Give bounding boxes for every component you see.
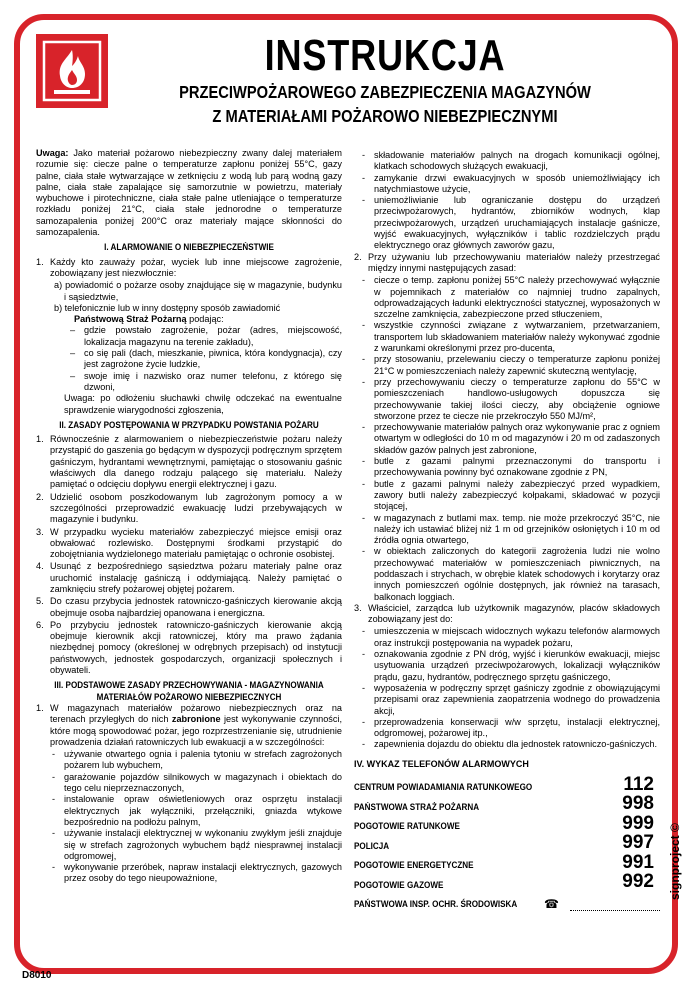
section-4-title: IV. WYKAZ TELEFONÓW ALARMOWYCH <box>354 758 529 769</box>
phone-row: POGOTOWIE GAZOWE 992 <box>354 871 654 893</box>
list-item: - zamykanie drzwi ewakuacyjnych w sposób uniemożliwiający ich natychmiastowe użycie, <box>362 172 660 194</box>
list-item: - przeprowadzenia konserwacji w/w sprzętu, instalacji elektrycznej, odgromowej, pożarowej itp., <box>362 716 660 739</box>
list-item: 5. Do czasu przybycia jednostek ratowniczo-gaśniczych kierowanie akcją obejmuje osoba najbardziej opanowana i energiczna. <box>36 596 342 618</box>
list-item: - wyposażenia w podręczny sprzęt gaśniczy zgodnie z obowiązującymi przepisami oraz zapewnienia zaopatrzenia wodnego do prowadzenia akcji, <box>362 682 660 716</box>
list-item: - przy przechowywaniu cieczy o temperaturze zapłonu do 55°C w pomieszczeniach handlowo-usługowych dopuszcza się przechowywanie takiej ilości cieczy, aby obciążenie ogniowe stworzone przez te ciecze nie przekroczyło 550 MJ/m², <box>362 376 660 421</box>
list-item: 1. W magazynach materiałów pożarowo niebezpiecznych oraz na terenach przyległych do nich zabronione jest wykonywanie czynności, które mogą spowodować pożar, jego rozprzestrzenianie się, utrudnienie prowadzenia działań ratowniczych lub ewakuacji a w szczególności: <box>36 702 342 747</box>
list-item: - używanie instalacji elektrycznej w wykonaniu zwykłym jeśli znajduje się w strefach zagrożonych wybuchem bądź niesprawnej instalacji odgromowej, <box>52 828 342 861</box>
section-2-title: II. ZASADY POSTĘPOWANIA W PRZYPADKU POWSTANIA POŻARU <box>59 419 319 430</box>
list-item: - umieszczenia w miejscach widocznych wykazu telefonów alarmowych oraz instrukcji postępowania na wypadek pożaru, <box>362 626 660 648</box>
brand-label: signproject © <box>668 823 682 900</box>
list-item: - uniemożliwianie lub ograniczanie dostępu do urządzeń przeciwpożarowych, hydrantów, zbiorników wodnych, klap przeciwpożarowych, urządzeń uruchamiających instalacje gaśnicze, wyjść ewakuacyjnych, wyłączników i tablic rozdzielczych prądu elektrycznego oraz głównych zaworów gazu, <box>362 195 660 251</box>
list-item: - przy stosowaniu, przelewaniu cieczy o temperaturze zapłonu poniżej 21°C w pomieszczeniach należy zapewnić skuteczną wentylację, <box>362 354 660 376</box>
flammable-icon <box>36 34 108 108</box>
list-item: - butle z gazami palnymi należy zabezpieczyć przed wypadkiem, zawory butli należy zabezpieczyć kołpakami, składować w pozycji stojącej, <box>362 478 660 512</box>
list-item: 3. W przypadku wycieku materiałów zabezpieczyć miejsce emisji oraz obwałować rozlewisko. Dostępnymi środkami przystąpić do zobojętniania wydzielonego materiału pamiętając o ochronie osobistej. <box>36 526 342 560</box>
list-item: - składowanie materiałów palnych na drogach komunikacji ogólnej, klatkach schodowych służących ewakuacji, <box>362 150 660 172</box>
list-item: – gdzie powstało zagrożenie, pożar (adres, miejscowość, lokalizacja magazynu na terenie zakładu), <box>70 325 342 347</box>
list-item: 4. Usunąć z bezpośredniego sąsiedztwa pożaru materiały palne oraz uruchomić instalację gaśniczą i oddymiającą. Należy pamiętać o zamknięciu strefy pożarowej objętej pożarem. <box>36 561 342 594</box>
list-item: - garażowanie pojazdów silnikowych w magazynach i obiektach do tego celu nieprzeznaczonych, <box>52 771 342 794</box>
list-item: - przechowywanie materiałów palnych oraz wykonywanie prac z ogniem otwartym w odległości do 10 m od magazynów i 20 m od zadaszonych składów gazów palnych jest zabronione, <box>362 422 660 455</box>
list-item: – co się pali (dach, mieszkanie, piwnica, która kondygnacja), czy jest zagrożone życie ludzkie, <box>70 348 342 370</box>
phone-row: POGOTOWIE ENERGETYCZNE 991 <box>354 851 654 873</box>
left-column <box>36 148 342 885</box>
list-item: - oznakowania zgodnie z PN dróg, wyjść i kierunków ewakuacji, miejsc usytuowania urządzeń przeciwpożarowych, lokalizacji wyłączników prądu, gazu, hydrantów, podręcznego sprzętu gaśniczego, <box>362 649 660 682</box>
list-item: 3. Właściciel, zarządca lub użytkownik magazynów, placów składowych zobowiązany jest do: <box>354 602 660 625</box>
list-item: - instalowanie opraw oświetleniowych oraz osprzętu instalacji elektrycznych jak wyłączniki, przełączniki, gniazda wtykowe bezpośrednio na podłożu palnym, <box>52 794 342 827</box>
list-item: b) telefonicznie lub w inny dostępny sposób zawiadomić Państwową Straż Pożarną podając: <box>54 302 281 325</box>
list-item: 1. Każdy kto zauważy pożar, wyciek lub inne miejscowe zagrożenie, zobowiązany jest niezwłocznie: <box>36 256 342 278</box>
list-item: - butle z gazami palnymi przeznaczonymi do transportu i przechowywania powinny być oznakowane zgodnie z PN, <box>362 456 660 478</box>
list-item: - w magazynach z butlami max. temp. nie może przekroczyć 35°C, nie należy ich ustawiać bliżej niż 1 m od grzejników osłoniętych i 10 m od źródła ognia otwartego, <box>362 512 660 546</box>
phone-row: CENTRUM POWIADAMIANIA RATUNKOWEGO 112 <box>354 773 654 795</box>
list-item: 6. Po przybyciu jednostek ratowniczo-gaśniczych kierowanie akcją obejmuje kierownik akcji ratowniczej, który ma prawo żądania niezbędnej pomocy (określonej w odrębnych przepisach) od instytucji państwowych, jednostek gospodarczych, organizacji społecznych i obywateli. <box>36 619 342 676</box>
list-item: a) powiadomić o pożarze osoby znajdujące się w magazynie, budynku i sąsiedztwie, <box>54 280 342 302</box>
list-item: - używanie otwartego ognia i palenia tytoniu w strefach zagrożonych pożarem lub wybuchem, <box>52 749 342 771</box>
blank-line <box>570 898 660 911</box>
subtitle-line2: Z MATERIAŁAMI POŻAROWO NIEBEZPIECZNYMI <box>212 106 558 126</box>
list-item: - wszystkie czynności związane z wytwarzaniem, przetwarzaniem, transportem lub składowaniem materiałów należy wykonywać zgodnie z warunkami określonymi przez pro-ducenta, <box>362 320 660 354</box>
telephone-icon: ☎ <box>544 897 559 912</box>
list-item: 2. Udzielić osobom poszkodowanym lub zagrożonym pomocy a w szczególności przeprowadzić ewakuację ludzi przebywających w magazynie i budynku. <box>36 491 342 525</box>
page-title: INSTRUKCJA <box>264 31 506 80</box>
phone-list <box>354 759 660 911</box>
intro-text: Jako materiał pożarowo niebezpieczny zwany dalej materiałem rozumie się: ciecze palne o temperaturze zapłonu poniżej 55°C, gazy palne, ciała stałe wytwarzające w zetknięciu z wodą lub parą wodną gazy palne, ciała stałe zapalające się samorzutnie w powietrzu, materiały wybuchowe i pirotechniczne, ciała stałe palne utleniające o temperaturze rozkładu poniżej 21°C, ciała stałe jednorodne o temperaturze samozapalenia poniżej 200°C oraz materiały mające skłonności do samozapalenia. <box>36 148 342 238</box>
subtitle-line1: PRZECIWPOŻAROWEGO ZABEZPIECZENIA MAGAZYNÓW <box>179 82 591 102</box>
phone-row: PAŃSTWOWA STRAŻ POŻARNA 998 <box>354 793 654 815</box>
product-code: D8010 <box>22 970 52 981</box>
section-3-title: III. PODSTAWOWE ZASADY PRZECHOWYWANIA - MAGAZYNOWANIA MATERIAŁÓW POŻAROWO NIEBEZPIECZNYCH <box>54 680 324 702</box>
section-1-title: I. ALARMOWANIE O NIEBEZPIECZEŃSTWIE <box>104 242 274 253</box>
list-item: 2. Przy używaniu lub przechowywaniu materiałów należy przestrzegać między innymi następujących zasad: <box>354 251 660 273</box>
list-item: – swoje imię i nazwisko oraz numer telefonu, z którego się dzwoni, <box>70 370 342 392</box>
list-item: - w obiektach zaliczonych do kategorii zagrożenia ludzi nie wolno przechowywać materiałów w pomieszczeniach piwnicznych, na poddaszach i strychach, w obrębie klatek schodowych i korytarzy oraz innych pomieszczeń ogólnie dostępnych, jak również na tarasach, balkonach loggiach. <box>362 546 660 602</box>
phone-row: POLICJA 997 <box>354 832 654 854</box>
list-item: - ciecze o temp. zapłonu poniżej 55°C należy przechowywać wyłącznie w pojemnikach z materiałów co najmniej trudno zapalnych, odprowadzających ładunki elektryczności statycznej, wyposażonych w szczelne zamknięcia, zabezpieczone przed stłuczeniem, <box>362 275 660 320</box>
note: Uwaga: po odłożeniu słuchawki chwilę odczekać na ewentualne sprawdzenie wiarygodności zgłoszenia, <box>64 393 342 415</box>
list-item: - wykonywanie przeróbek, napraw instalacji elektrycznych, gazowych przez osoby do tego nieupoważnione, <box>52 862 342 884</box>
right-column <box>354 150 660 911</box>
phone-row: PAŃSTWOWA INSP. OCHR. ŚRODOWISKA ☎ <box>354 891 660 911</box>
list-item: - zapewnienia dojazdu do obiektu dla jednostek ratowniczo-gaśniczych. <box>362 739 658 750</box>
psp-label: Państwową Straż Pożarną <box>74 314 187 325</box>
header <box>120 32 650 128</box>
phone-row: POGOTOWIE RATUNKOWE 999 <box>354 812 654 834</box>
list-item: 1. Równocześnie z alarmowaniem o niebezpieczeństwie pożaru należy przystąpić do gaszenia go będącym w dyspozycji podręcznym sprzętem gaśniczym, hydrantami wewnętrznymi, pamiętając o stosowaniu gaśnic właściwych dla danego rodzaju palącego się materiału. Należy pamiętać o odcięciu dopływu energii elektrycznej i gazu. <box>36 434 342 490</box>
intro-label: Uwaga: <box>36 148 69 158</box>
intro-paragraph <box>36 148 342 238</box>
